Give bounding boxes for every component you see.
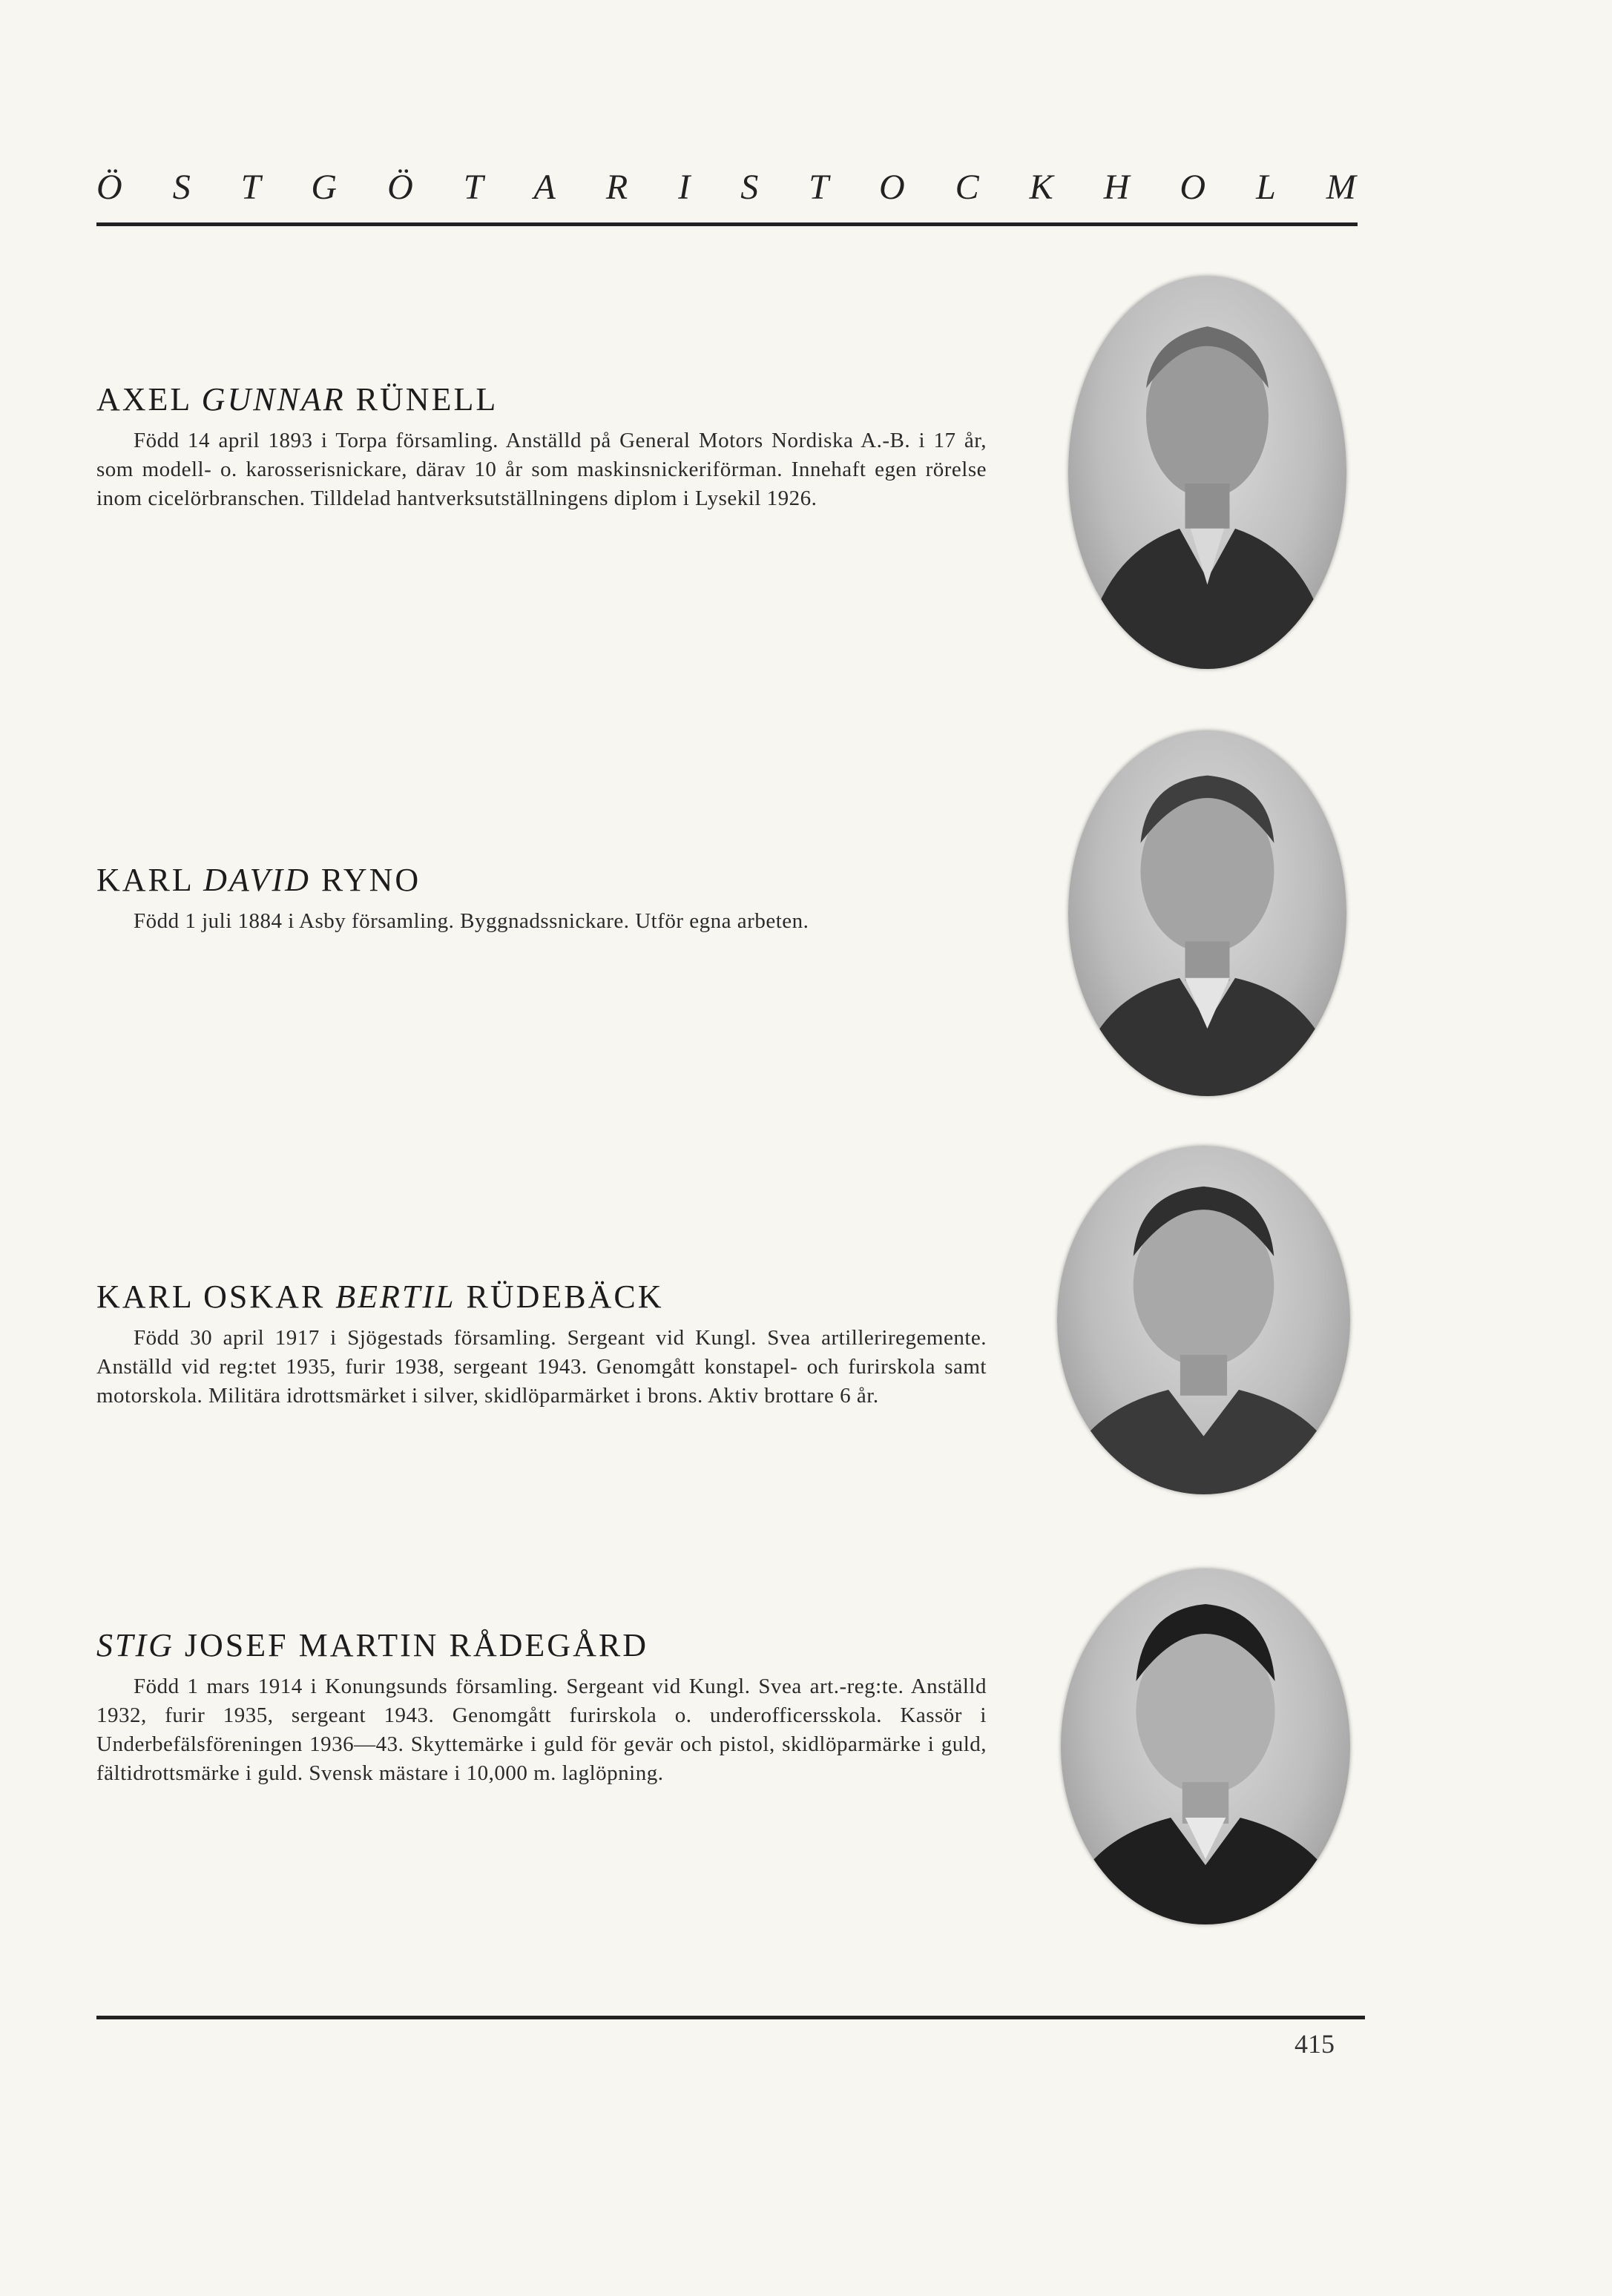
running-head-letter: S [172,168,192,207]
person-bio: Född 1 mars 1914 i Konungsunds församling. Sergeant vid Kungl. Svea art.-reg:te. Anställd 1932, furir 1935, sergeant 1943. Genomgått furirskola o. underofficersskola. Kassör i Underbefälsföreningen 1936—43. Skyttemärke i guld för gevär och pistol, skidlöparmärke i guld, fältidrottsmärke i guld. Svensk mästare i 10,000 m. laglöpning. [96,1675,987,1785]
page-number: 415 [1294,2029,1335,2059]
running-head-letter: C [955,168,981,207]
running-head-letter: R [605,168,630,207]
running-head-letter: T [809,168,830,207]
person-name: KARL DAVID RYNO [96,862,421,898]
portrait-photo-icon [1068,730,1346,1096]
footer-rule [96,2016,1365,2019]
biography-entry [96,1279,987,1411]
running-head-letter: T [463,168,485,207]
person-name: KARL OSKAR BERTIL RÜDEBÄCK [96,1279,664,1315]
person-bio: Född 30 april 1917 i Sjögestads församling. Sergeant vid Kungl. Svea artilleriregemente. Anställd vid reg:tet 1935, furir 1938, sergeant 1943. Genomgått konstapel- och furirskola samt motorskola. Militära idrottsmärket i silver, skidlöparmärket i brons. Aktiv brottare 6 år. [96,1326,987,1408]
portrait-photo-icon [1057,1146,1350,1494]
portrait-photo-icon [1068,276,1346,669]
running-head-letter: G [311,168,339,207]
running-head-letter: I [678,168,692,207]
header-rule [96,222,1358,226]
portrait-photo-icon [1061,1568,1350,1924]
running-head-letter: M [1326,168,1358,207]
running-head-letter: S [740,168,760,207]
running-head [96,167,1358,208]
person-bio: Född 1 juli 1884 i Asby församling. Byggnadssnickare. Utför egna arbeten. [134,909,809,934]
person-name: AXEL GUNNAR RÜNELL [96,381,499,418]
running-head-letter: H [1103,168,1131,207]
running-head-letter: A [533,168,557,207]
biography-entry [96,862,987,936]
running-head-letter: O [878,168,907,207]
running-head-letter: T [240,168,263,207]
biography-entry [96,1628,987,1788]
running-head-letter: Ö [96,168,124,207]
running-head-letter: K [1029,168,1055,207]
person-bio: Född 14 april 1893 i Torpa församling. Anställd på General Motors Nordiska A.-B. i 17 år, som modell- o. karosserisnickare, därav 10 år som maskinsnickeriförman. Innehaft egen rörelse inom cicelörbranschen. Tilldelad hantverksutställningens diplom i Lysekil 1926. [96,429,987,511]
running-head-letter: L [1256,168,1277,207]
running-head-letter: Ö [387,168,415,207]
biography-entry [96,382,987,513]
running-head-letter: O [1180,168,1208,207]
person-name: STIG JOSEF MARTIN RÅDEGÅRD [96,1627,648,1663]
